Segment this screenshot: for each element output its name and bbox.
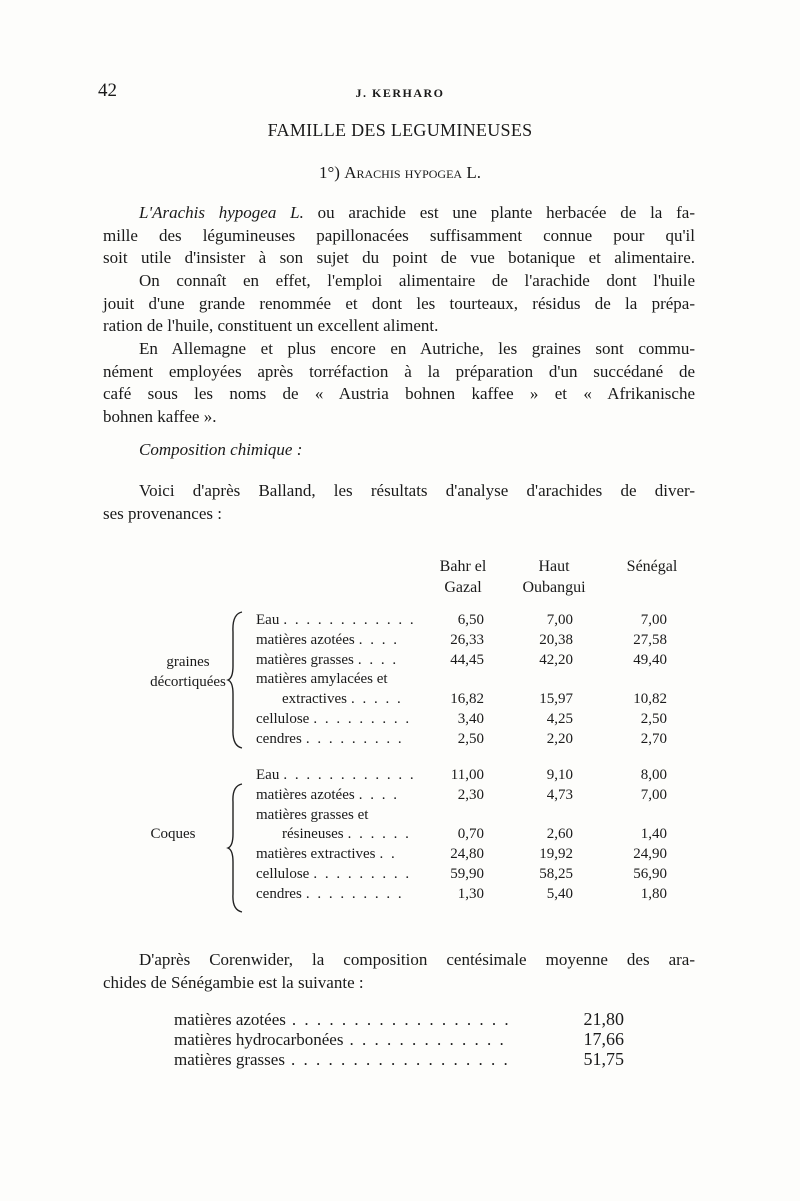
paragraph-line: nément employées après torréfaction à la préparation d'un succédané de: [103, 361, 695, 381]
brace-graines: [224, 610, 248, 750]
table-cell-value: 2,50: [457, 730, 484, 747]
column-header-bahr-el-gazal: Bahr el Gazal: [439, 558, 487, 596]
leader-dots: . . . . . . . . .: [313, 866, 412, 882]
table-row-label: Eau . . . . . . . . . . . .: [256, 767, 416, 783]
column-header-haut-oubangui: Haut Oubangui: [522, 558, 586, 596]
paragraph-line: L'Arachis hypogea L. ou arachide est une plante herbacée de la fa-: [139, 203, 695, 222]
table-row-label: matières grasses et: [256, 806, 369, 823]
subtitle-species: Arachis hypogea L.: [344, 163, 481, 182]
leader-dots: . . . .: [358, 631, 399, 648]
table-cell-value: 16,82: [450, 691, 484, 708]
table-cell-value: 26,33: [450, 631, 484, 648]
table-cell-value: 2,20: [546, 730, 573, 747]
leader-dots: . . . . . . . . .: [305, 885, 404, 902]
table-cell-value: 8,00: [640, 767, 667, 783]
leader-dots: . .: [379, 846, 397, 863]
leader-dots: . . . .: [358, 786, 399, 803]
final-list-value: 51,75: [583, 1049, 624, 1069]
table-cell-value: 4,25: [546, 711, 573, 727]
table-row-label: matières azotées . . . .: [256, 631, 399, 648]
leader-dots: . . . . .: [350, 691, 403, 708]
leader-dots: . . . .: [357, 651, 399, 668]
table-row-label: cendres . . . . . . . . .: [256, 730, 404, 747]
leader-dots: . . . . . . . . .: [313, 711, 412, 727]
table-row-label: cellulose . . . . . . . . .: [256, 866, 412, 882]
paragraph-line: bohnen kaffee ».: [103, 406, 217, 426]
final-list-value: 17,66: [583, 1029, 624, 1049]
table-cell-value: 4,73: [546, 786, 573, 803]
leader-dots: . . . . . . . . . . . . . . . . . .: [291, 1010, 511, 1029]
table-cell-value: 7,00: [546, 612, 573, 628]
final-list-item: matières hydrocarbonées . . . . . . . . . . . . .: [174, 1030, 506, 1049]
paragraph-line: jouit d'une grande renommée et dont les tourteaux, résidus de la prépa-: [103, 293, 695, 313]
table-cell-value: 2,30: [457, 786, 484, 803]
paragraph-corenwider: [103, 949, 695, 994]
table-row-label: résineuses . . . . . .: [282, 826, 411, 843]
table-cell-value: 15,97: [539, 691, 573, 708]
table-cell-value: 1,80: [640, 885, 667, 902]
table-cell-value: 58,25: [539, 866, 573, 882]
leader-dots: . . . . . . . . .: [305, 730, 404, 747]
table-cell-value: 6,50: [457, 612, 484, 628]
table-row-label: matières extractives . .: [256, 846, 397, 863]
group-label-graines: graines décortiquées: [150, 654, 226, 690]
table-cell-value: 49,40: [633, 651, 667, 668]
table-row-label: matières amylacées et: [256, 671, 388, 688]
table-cell-value: 19,92: [539, 846, 573, 863]
table-cell-value: 24,90: [633, 846, 667, 863]
table-row-label: matières azotées . . . .: [256, 786, 399, 803]
table-cell-value: 2,70: [640, 730, 667, 747]
paragraph-line: D'après Corenwider, la composition centésimale moyenne des ara-: [139, 950, 695, 969]
table-row-label: extractives . . . . .: [282, 691, 403, 708]
group-label-coques: Coques: [150, 826, 196, 842]
brace-coques: [224, 782, 248, 914]
column-header-senegal: Sénégal: [626, 558, 678, 575]
page-number: 42: [98, 80, 117, 101]
table-cell-value: 1,30: [457, 885, 484, 902]
table-cell-value: 11,00: [450, 767, 484, 783]
final-list-value: 21,80: [583, 1009, 624, 1029]
leader-dots: . . . . . .: [347, 826, 411, 843]
table-cell-value: 27,58: [633, 631, 667, 648]
table-cell-value: 10,82: [633, 691, 667, 708]
paragraph-line: On connaît en effet, l'emploi alimentaire de l'arachide dont l'huile: [139, 271, 695, 290]
table-row-label: cellulose . . . . . . . . .: [256, 711, 412, 727]
subtitle-number: 1°): [319, 163, 345, 182]
table-cell-value: 24,80: [450, 846, 484, 863]
table-cell-value: 59,90: [450, 866, 484, 882]
table-row-label: Eau . . . . . . . . . . . .: [256, 612, 416, 628]
table-cell-value: 1,40: [640, 826, 667, 843]
page-title: FAMILLE DES LEGUMINEUSES: [267, 120, 533, 140]
paragraph-line: mille des légumineuses papillonacées suffisamment connue pour qu'il: [103, 225, 695, 245]
leader-dots: . . . . . . . . . . . . . . . . . .: [290, 1050, 510, 1069]
running-head: J. KERHARO: [355, 86, 445, 100]
final-list-item: matières azotées . . . . . . . . . . . . . . . . . .: [174, 1010, 511, 1029]
paragraph-line: Voici d'après Balland, les résultats d'analyse d'arachides de diver-: [139, 481, 695, 500]
table-cell-value: 20,38: [539, 631, 573, 648]
paragraph-line: En Allemagne et plus encore en Autriche, les graines sont commu-: [139, 339, 695, 358]
table-cell-value: 5,40: [546, 885, 573, 902]
table-row-label: cendres . . . . . . . . .: [256, 885, 404, 902]
table-cell-value: 42,20: [539, 651, 573, 668]
table-row-label: matières grasses . . . .: [256, 651, 399, 668]
table-cell-value: 3,40: [457, 711, 484, 727]
leader-dots: . . . . . . . . . . . .: [283, 612, 416, 628]
table-cell-value: 56,90: [633, 866, 667, 882]
table-cell-value: 7,00: [640, 612, 667, 628]
paragraph-line: soit utile d'insister à son sujet du point de vue botanique et alimentaire.: [103, 248, 695, 267]
composition-heading: Composition chimique :: [139, 440, 303, 459]
paragraph-line: ses provenances :: [103, 503, 222, 523]
leader-dots: . . . . . . . . . . . . .: [349, 1030, 506, 1049]
leader-dots: . . . . . . . . . . . .: [283, 767, 416, 783]
paragraph-line: ration de l'huile, constituent un excellent aliment.: [103, 316, 439, 335]
table-cell-value: 44,45: [450, 651, 484, 668]
table-cell-value: 7,00: [640, 786, 667, 803]
table-cell-value: 9,10: [546, 767, 573, 783]
final-list-item: matières grasses . . . . . . . . . . . . . . . . . .: [174, 1050, 510, 1069]
table-cell-value: 2,60: [546, 826, 573, 843]
paragraph-line: café sous les noms de « Austria bohnen kaffee » et « Afrikanische: [103, 384, 695, 403]
table-cell-value: 0,70: [457, 826, 484, 843]
species-italic: L'Arachis hypogea L.: [139, 203, 304, 222]
paragraph-line: chides de Sénégambie est la suivante :: [103, 972, 364, 992]
table-cell-value: 2,50: [640, 711, 667, 727]
